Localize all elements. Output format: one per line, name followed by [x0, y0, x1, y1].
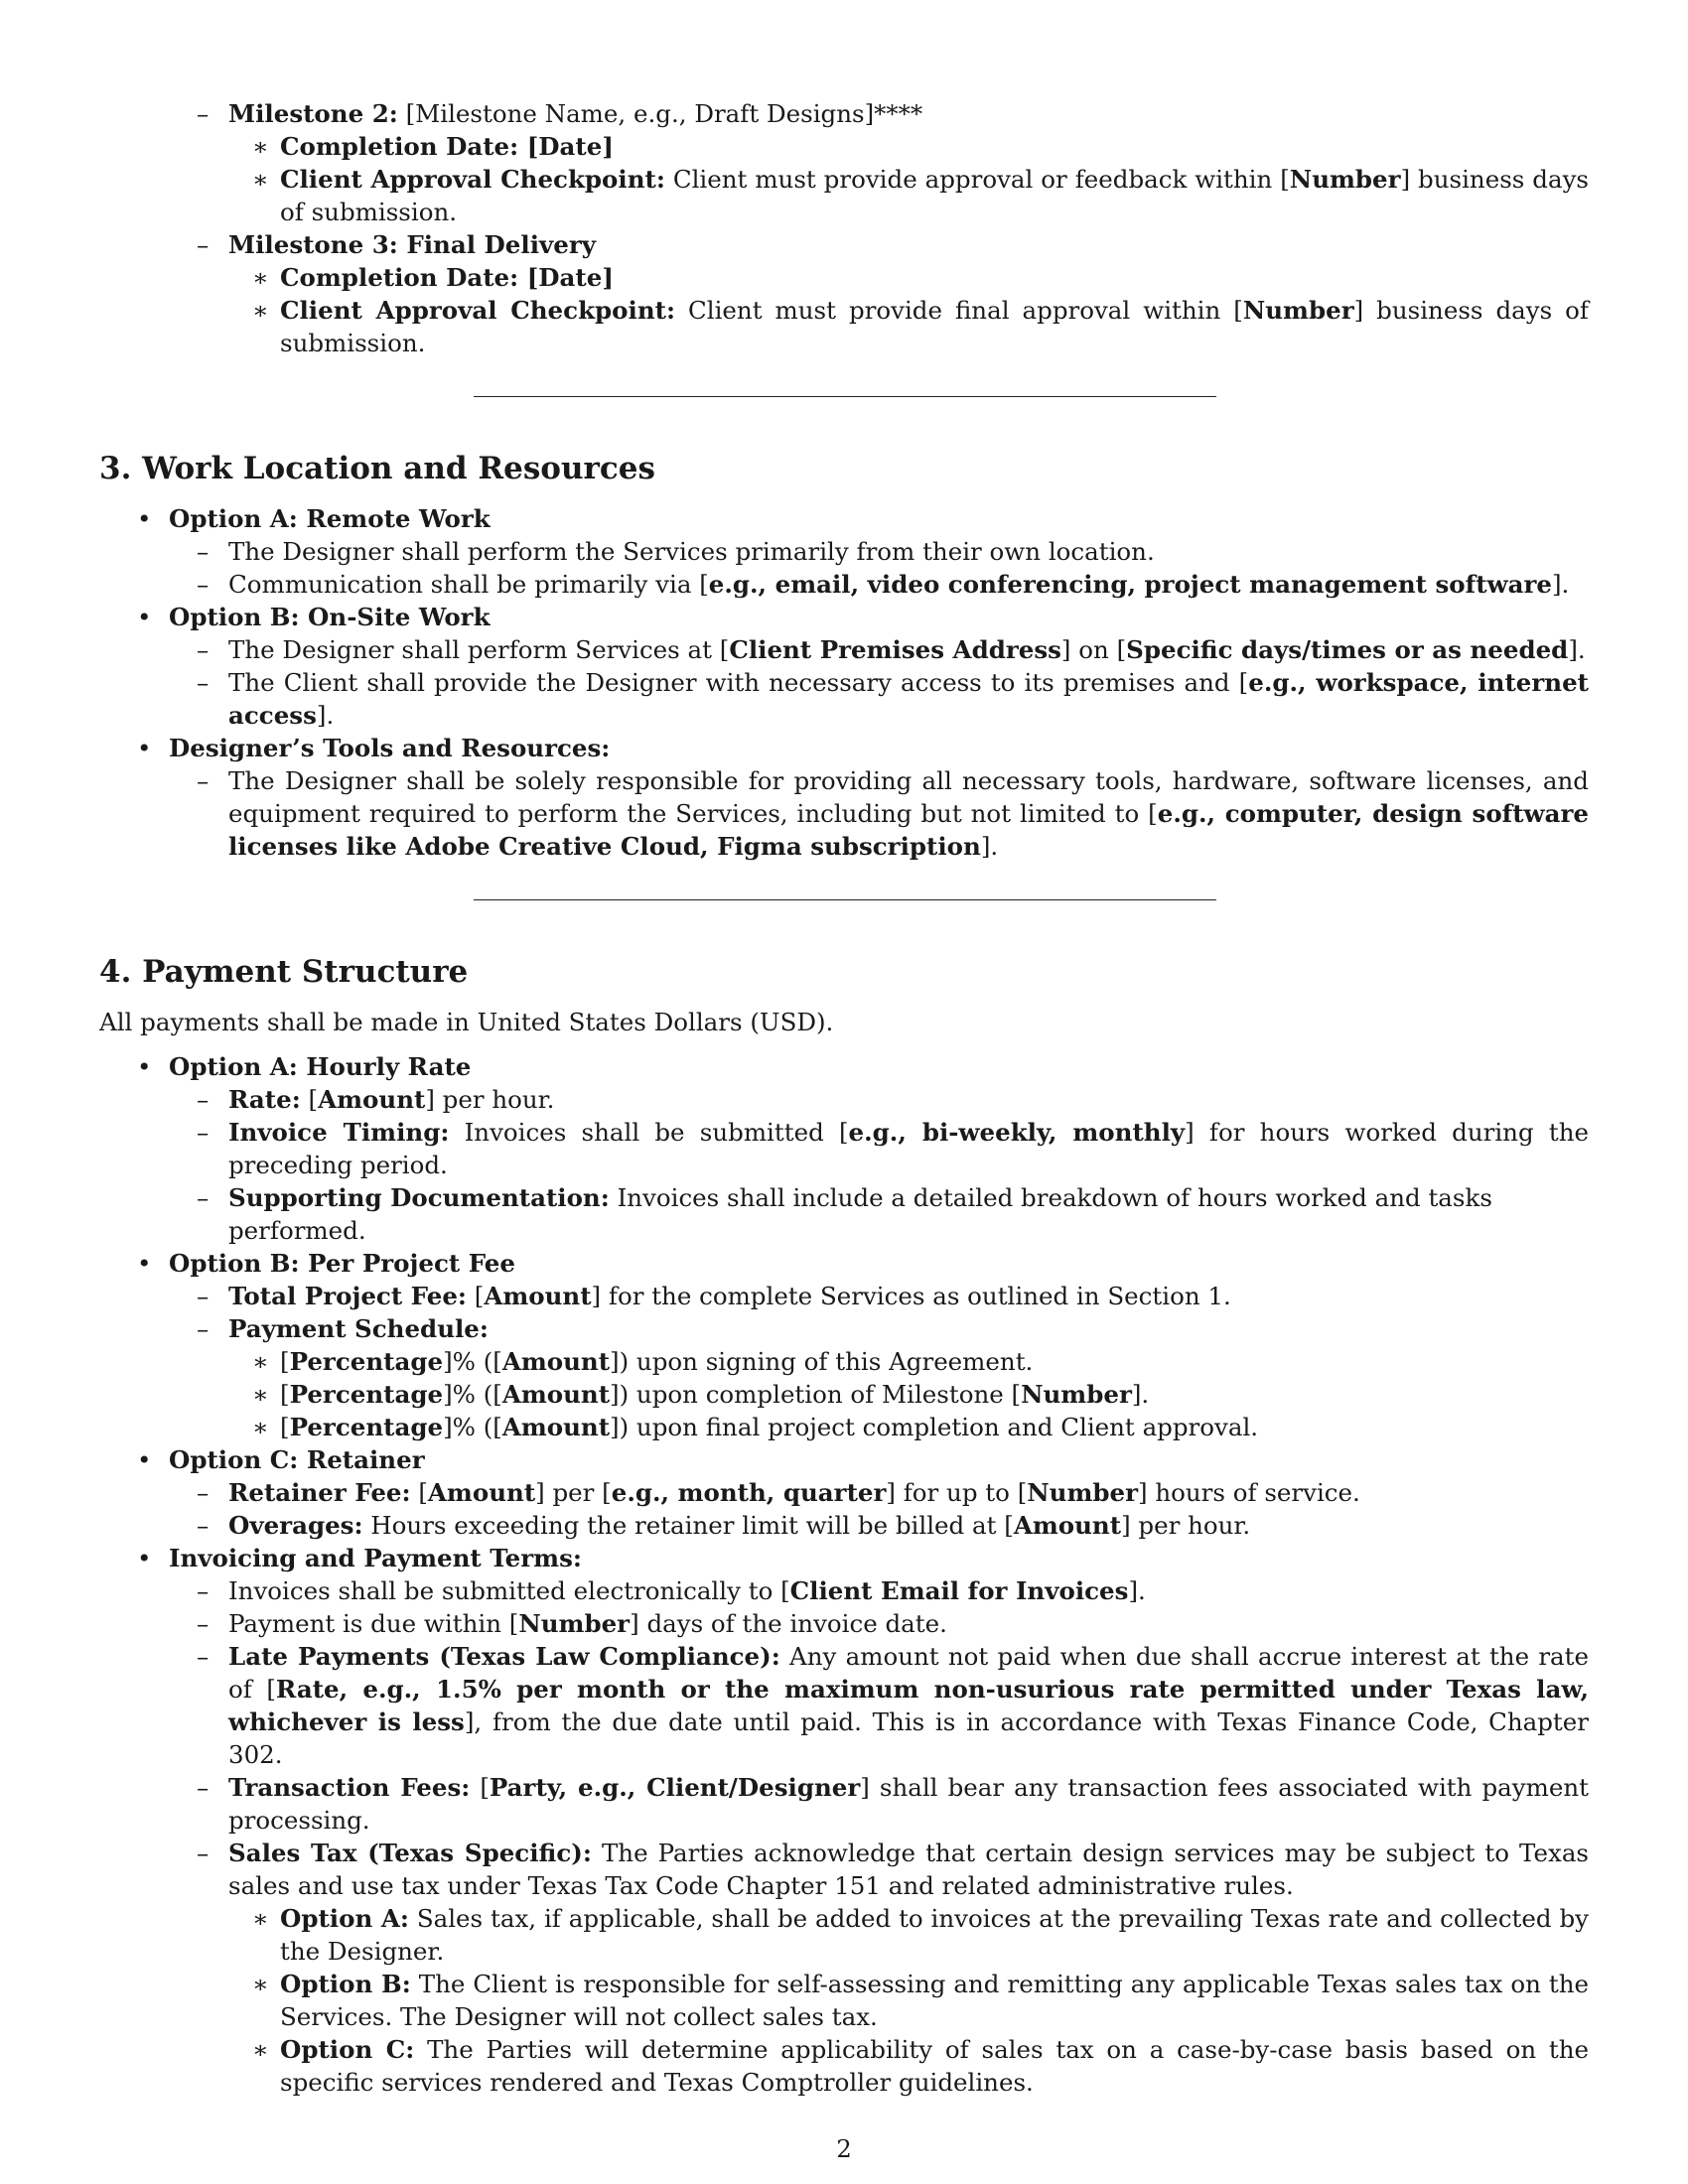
approval-label: Client Approval Checkpoint: — [280, 165, 665, 194]
option-label: Option B: On-Site Work — [169, 603, 491, 631]
completion-value: [Date] — [518, 132, 614, 161]
list-item — [99, 1771, 1589, 1837]
list-item — [99, 1837, 1589, 1902]
milestone-3-item — [99, 228, 1589, 261]
list-item — [99, 1607, 1589, 1640]
option-b-project-fee — [99, 1247, 1589, 1280]
item-text: The Designer shall perform the Services primarily from their own location. — [228, 537, 1155, 566]
item-text: The Designer shall be solely responsible for providing all necessary tools, hardware, software licenses, and equipment required to perform the Services, including but not limited to [ — [228, 766, 1589, 828]
item-text: ]% ([ — [443, 1380, 502, 1409]
placeholder: Percentage — [289, 1413, 444, 1441]
placeholder: Rate, e.g., 1.5% per month or the maximum non-usurious rate permitted under Texas law, whichever is less — [228, 1675, 1589, 1736]
option-a-hourly — [99, 1050, 1589, 1083]
placeholder: Specific days/times or as needed — [1126, 635, 1569, 664]
milestone-2-completion — [99, 130, 1589, 163]
placeholder: e.g., bi-weekly, monthly — [848, 1118, 1186, 1147]
section-divider — [474, 396, 1216, 397]
bullet-marker: • — [137, 1445, 152, 1474]
item-text-end: ]. — [1551, 570, 1570, 599]
item-text: Payment is due within [ — [228, 1609, 519, 1638]
designer-tools — [99, 732, 1589, 764]
milestone-3-label: Milestone 3: Final Delivery — [228, 230, 596, 259]
schedule-item — [99, 1378, 1589, 1411]
item-label: Overages: — [228, 1511, 363, 1540]
tax-option-item — [99, 2033, 1589, 2099]
item-text: Any amount not paid when due shall accrue interest at the rate of [ — [228, 1642, 1589, 1704]
option-b-onsite — [99, 601, 1589, 633]
item-text: [ — [280, 1413, 290, 1441]
milestone-2-label: Milestone 2: — [228, 99, 398, 128]
item-text-end: ]. — [316, 701, 335, 730]
list-item — [99, 568, 1589, 601]
item-text: Invoices shall include a detailed breakdown of hours worked and tasks performed. — [228, 1183, 1492, 1245]
option-label: Option A: Hourly Rate — [169, 1052, 472, 1081]
placeholder: e.g., email, video conferencing, project management software — [708, 570, 1552, 599]
milestone-3-approval — [99, 294, 1589, 359]
list-item — [99, 633, 1589, 666]
dash-marker: – — [197, 1839, 210, 1867]
star-marker: ∗ — [252, 296, 269, 325]
list-item — [99, 1116, 1589, 1181]
star-marker: ∗ — [252, 132, 269, 161]
approval-text-end: ] business days of submission. — [280, 296, 1589, 357]
dash-marker: – — [197, 99, 210, 128]
placeholder: Number — [1027, 1478, 1139, 1507]
item-text-end: ] per hour. — [1121, 1511, 1251, 1540]
placeholder: Percentage — [289, 1380, 444, 1409]
item-text-end: ], from the due date until paid. This is in accordance with Texas Finance Code, Chapter 302. — [228, 1707, 1589, 1769]
placeholder: Party, e.g., Client/Designer — [489, 1773, 861, 1802]
item-text: [ — [410, 1478, 428, 1507]
item-label: Retainer Fee: — [228, 1478, 411, 1507]
item-text-end: ] hours of service. — [1138, 1478, 1360, 1507]
item-text: ] per [ — [535, 1478, 612, 1507]
list-item — [99, 1083, 1589, 1116]
option-label: Invoicing and Payment Terms: — [169, 1544, 582, 1572]
item-label: Supporting Documentation: — [228, 1183, 610, 1212]
star-marker: ∗ — [252, 165, 269, 194]
invoicing-terms — [99, 1542, 1589, 1574]
approval-label: Client Approval Checkpoint: — [280, 296, 675, 325]
dash-marker: – — [197, 1642, 210, 1671]
placeholder: e.g., computer, design software licenses like Adobe Creative Cloud, Figma subscription — [228, 799, 1590, 861]
tax-option-item — [99, 1902, 1589, 1968]
item-text: Sales tax, if applicable, shall be added to invoices at the prevailing Texas rate and collected by the Designer. — [280, 1904, 1589, 1966]
page-number: 2 — [836, 2134, 852, 2163]
bullet-marker: • — [137, 1249, 152, 1278]
placeholder: Amount — [501, 1413, 611, 1441]
item-text-end: ] shall bear any transaction fees associated with payment processing. — [228, 1773, 1589, 1835]
placeholder: Amount — [501, 1347, 611, 1376]
item-text: ]) upon signing of this Agreement. — [610, 1347, 1034, 1376]
list-item — [99, 1574, 1589, 1607]
approval-placeholder: Number — [1242, 296, 1354, 325]
completion-value: [Date] — [518, 263, 614, 292]
item-text: [ — [470, 1773, 490, 1802]
bullet-marker: • — [137, 504, 152, 533]
item-text: Hours exceeding the retainer limit will be billed at [ — [362, 1511, 1014, 1540]
item-text-end: ] for hours worked during the preceding period. — [228, 1118, 1589, 1179]
star-marker: ∗ — [252, 1413, 269, 1441]
option-label: Designer’s Tools and Resources: — [169, 734, 611, 762]
item-text-end: ] per hour. — [425, 1085, 555, 1114]
tax-option-item — [99, 1968, 1589, 2033]
option-label: Option B: Per Project Fee — [169, 1249, 515, 1278]
bullet-marker: • — [137, 734, 152, 762]
item-text-end: ]. — [1131, 1380, 1150, 1409]
item-text: ]) upon completion of Milestone [ — [610, 1380, 1022, 1409]
milestone-2-item — [99, 97, 1589, 130]
bullet-marker: • — [137, 603, 152, 631]
item-text: ] for up to [ — [886, 1478, 1028, 1507]
item-text: The Client is responsible for self-assessing and remitting any applicable Texas sales tax on the Services. The Designer will not collect sales tax. — [280, 1970, 1589, 2031]
schedule-item — [99, 1411, 1589, 1443]
section-3-heading: 3. Work Location and Resources — [99, 451, 655, 486]
dash-marker: – — [197, 766, 210, 795]
section-divider — [474, 899, 1216, 900]
item-text: [ — [300, 1085, 319, 1114]
placeholder: Amount — [1013, 1511, 1122, 1540]
star-marker: ∗ — [252, 1380, 269, 1409]
list-item — [99, 1476, 1589, 1509]
item-text-end: ]. — [1128, 1576, 1146, 1605]
dash-marker: – — [197, 1118, 210, 1147]
item-text: Communication shall be primarily via [ — [228, 570, 709, 599]
placeholder: e.g., workspace, internet access — [228, 668, 1589, 730]
placeholder: Number — [518, 1609, 631, 1638]
item-label: Payment Schedule: — [228, 1314, 489, 1343]
item-text-end: ] for the complete Services as outlined in Section 1. — [591, 1282, 1231, 1310]
star-marker: ∗ — [252, 2035, 269, 2064]
dash-marker: – — [197, 537, 210, 566]
bullet-marker: • — [137, 1544, 152, 1572]
item-label: Option B: — [280, 1970, 411, 1998]
dash-marker: – — [197, 668, 210, 697]
placeholder: Amount — [484, 1282, 592, 1310]
option-a-remote — [99, 502, 1589, 535]
milestone-2-text: [Milestone Name, e.g., Draft Designs]**** — [397, 99, 923, 128]
dash-marker: – — [197, 1576, 210, 1605]
placeholder: Amount — [318, 1085, 426, 1114]
item-text-end: ] days of the invoice date. — [630, 1609, 947, 1638]
placeholder: Client Premises Address — [729, 635, 1061, 664]
placeholder: Percentage — [289, 1347, 444, 1376]
dash-marker: – — [197, 635, 210, 664]
list-item — [99, 1509, 1589, 1542]
dash-marker: – — [197, 1314, 210, 1343]
item-text: Invoices shall be submitted electronically to [ — [228, 1576, 790, 1605]
list-item — [99, 1280, 1589, 1312]
milestone-3-completion — [99, 261, 1589, 294]
approval-text: Client must provide final approval within [ — [675, 296, 1243, 325]
item-label: Rate: — [228, 1085, 301, 1114]
dash-marker: – — [197, 570, 210, 599]
item-label: Total Project Fee: — [228, 1282, 467, 1310]
item-text: The Client shall provide the Designer with necessary access to its premises and [ — [228, 668, 1249, 697]
placeholder: Amount — [501, 1380, 611, 1409]
list-item — [99, 1312, 1589, 1345]
item-text-end: ]. — [980, 832, 999, 861]
item-text-end: ]. — [1568, 635, 1586, 664]
dash-marker: – — [197, 1773, 210, 1802]
item-text: The Designer shall perform Services at [ — [228, 635, 730, 664]
dash-marker: – — [197, 1085, 210, 1114]
item-label: Sales Tax (Texas Specific): — [228, 1839, 592, 1867]
option-label: Option C: Retainer — [169, 1445, 425, 1474]
dash-marker: – — [197, 230, 210, 259]
star-marker: ∗ — [252, 263, 269, 292]
item-label: Option C: — [280, 2035, 415, 2064]
item-label: Late Payments (Texas Law Compliance): — [228, 1642, 780, 1671]
approval-placeholder: Number — [1289, 165, 1401, 194]
list-item — [99, 1181, 1589, 1247]
option-label: Option A: Remote Work — [169, 504, 491, 533]
item-text: ]% ([ — [443, 1347, 502, 1376]
item-text: [ — [466, 1282, 485, 1310]
list-item — [99, 666, 1589, 732]
dash-marker: – — [197, 1183, 210, 1212]
item-text: ] on [ — [1060, 635, 1127, 664]
approval-text-end: ] business days of submission. — [280, 165, 1590, 226]
star-marker: ∗ — [252, 1347, 269, 1376]
dash-marker: – — [197, 1511, 210, 1540]
placeholder: Amount — [427, 1478, 536, 1507]
placeholder: Client Email for Invoices — [789, 1576, 1129, 1605]
approval-text: Client must provide approval or feedback within [ — [664, 165, 1290, 194]
bullet-marker: • — [137, 1052, 152, 1081]
star-marker: ∗ — [252, 1904, 269, 1933]
completion-label: Completion Date: — [280, 132, 519, 161]
item-label: Transaction Fees: — [228, 1773, 471, 1802]
dash-marker: – — [197, 1282, 210, 1310]
list-item — [99, 764, 1589, 863]
item-text: [ — [280, 1380, 290, 1409]
section-4-intro: All payments shall be made in United States Dollars (USD). — [99, 1008, 834, 1036]
list-item — [99, 535, 1589, 568]
item-text: The Parties will determine applicability of sales tax on a case-by-case basis based on the specific services rendered and Texas Comptroller guidelines. — [280, 2035, 1590, 2097]
item-text: The Parties acknowledge that certain design services may be subject to Texas sales and use tax under Texas Tax Code Chapter 151 and related administrative rules. — [228, 1839, 1589, 1900]
milestone-2-approval — [99, 163, 1589, 228]
item-label: Option A: — [280, 1904, 409, 1933]
item-text: [ — [280, 1347, 290, 1376]
item-text: ]) upon final project completion and Client approval. — [610, 1413, 1259, 1441]
item-label: Invoice Timing: — [228, 1118, 450, 1147]
completion-label: Completion Date: — [280, 263, 519, 292]
item-text: ]% ([ — [443, 1413, 502, 1441]
placeholder: Number — [1021, 1380, 1132, 1409]
option-c-retainer — [99, 1443, 1589, 1476]
star-marker: ∗ — [252, 1970, 269, 1998]
dash-marker: – — [197, 1609, 210, 1638]
list-item — [99, 1640, 1589, 1771]
placeholder: e.g., month, quarter — [611, 1478, 887, 1507]
item-text: Invoices shall be submitted [ — [449, 1118, 849, 1147]
document-page — [99, 97, 1589, 2099]
schedule-item — [99, 1345, 1589, 1378]
section-4-heading: 4. Payment Structure — [99, 954, 469, 990]
dash-marker: – — [197, 1478, 210, 1507]
